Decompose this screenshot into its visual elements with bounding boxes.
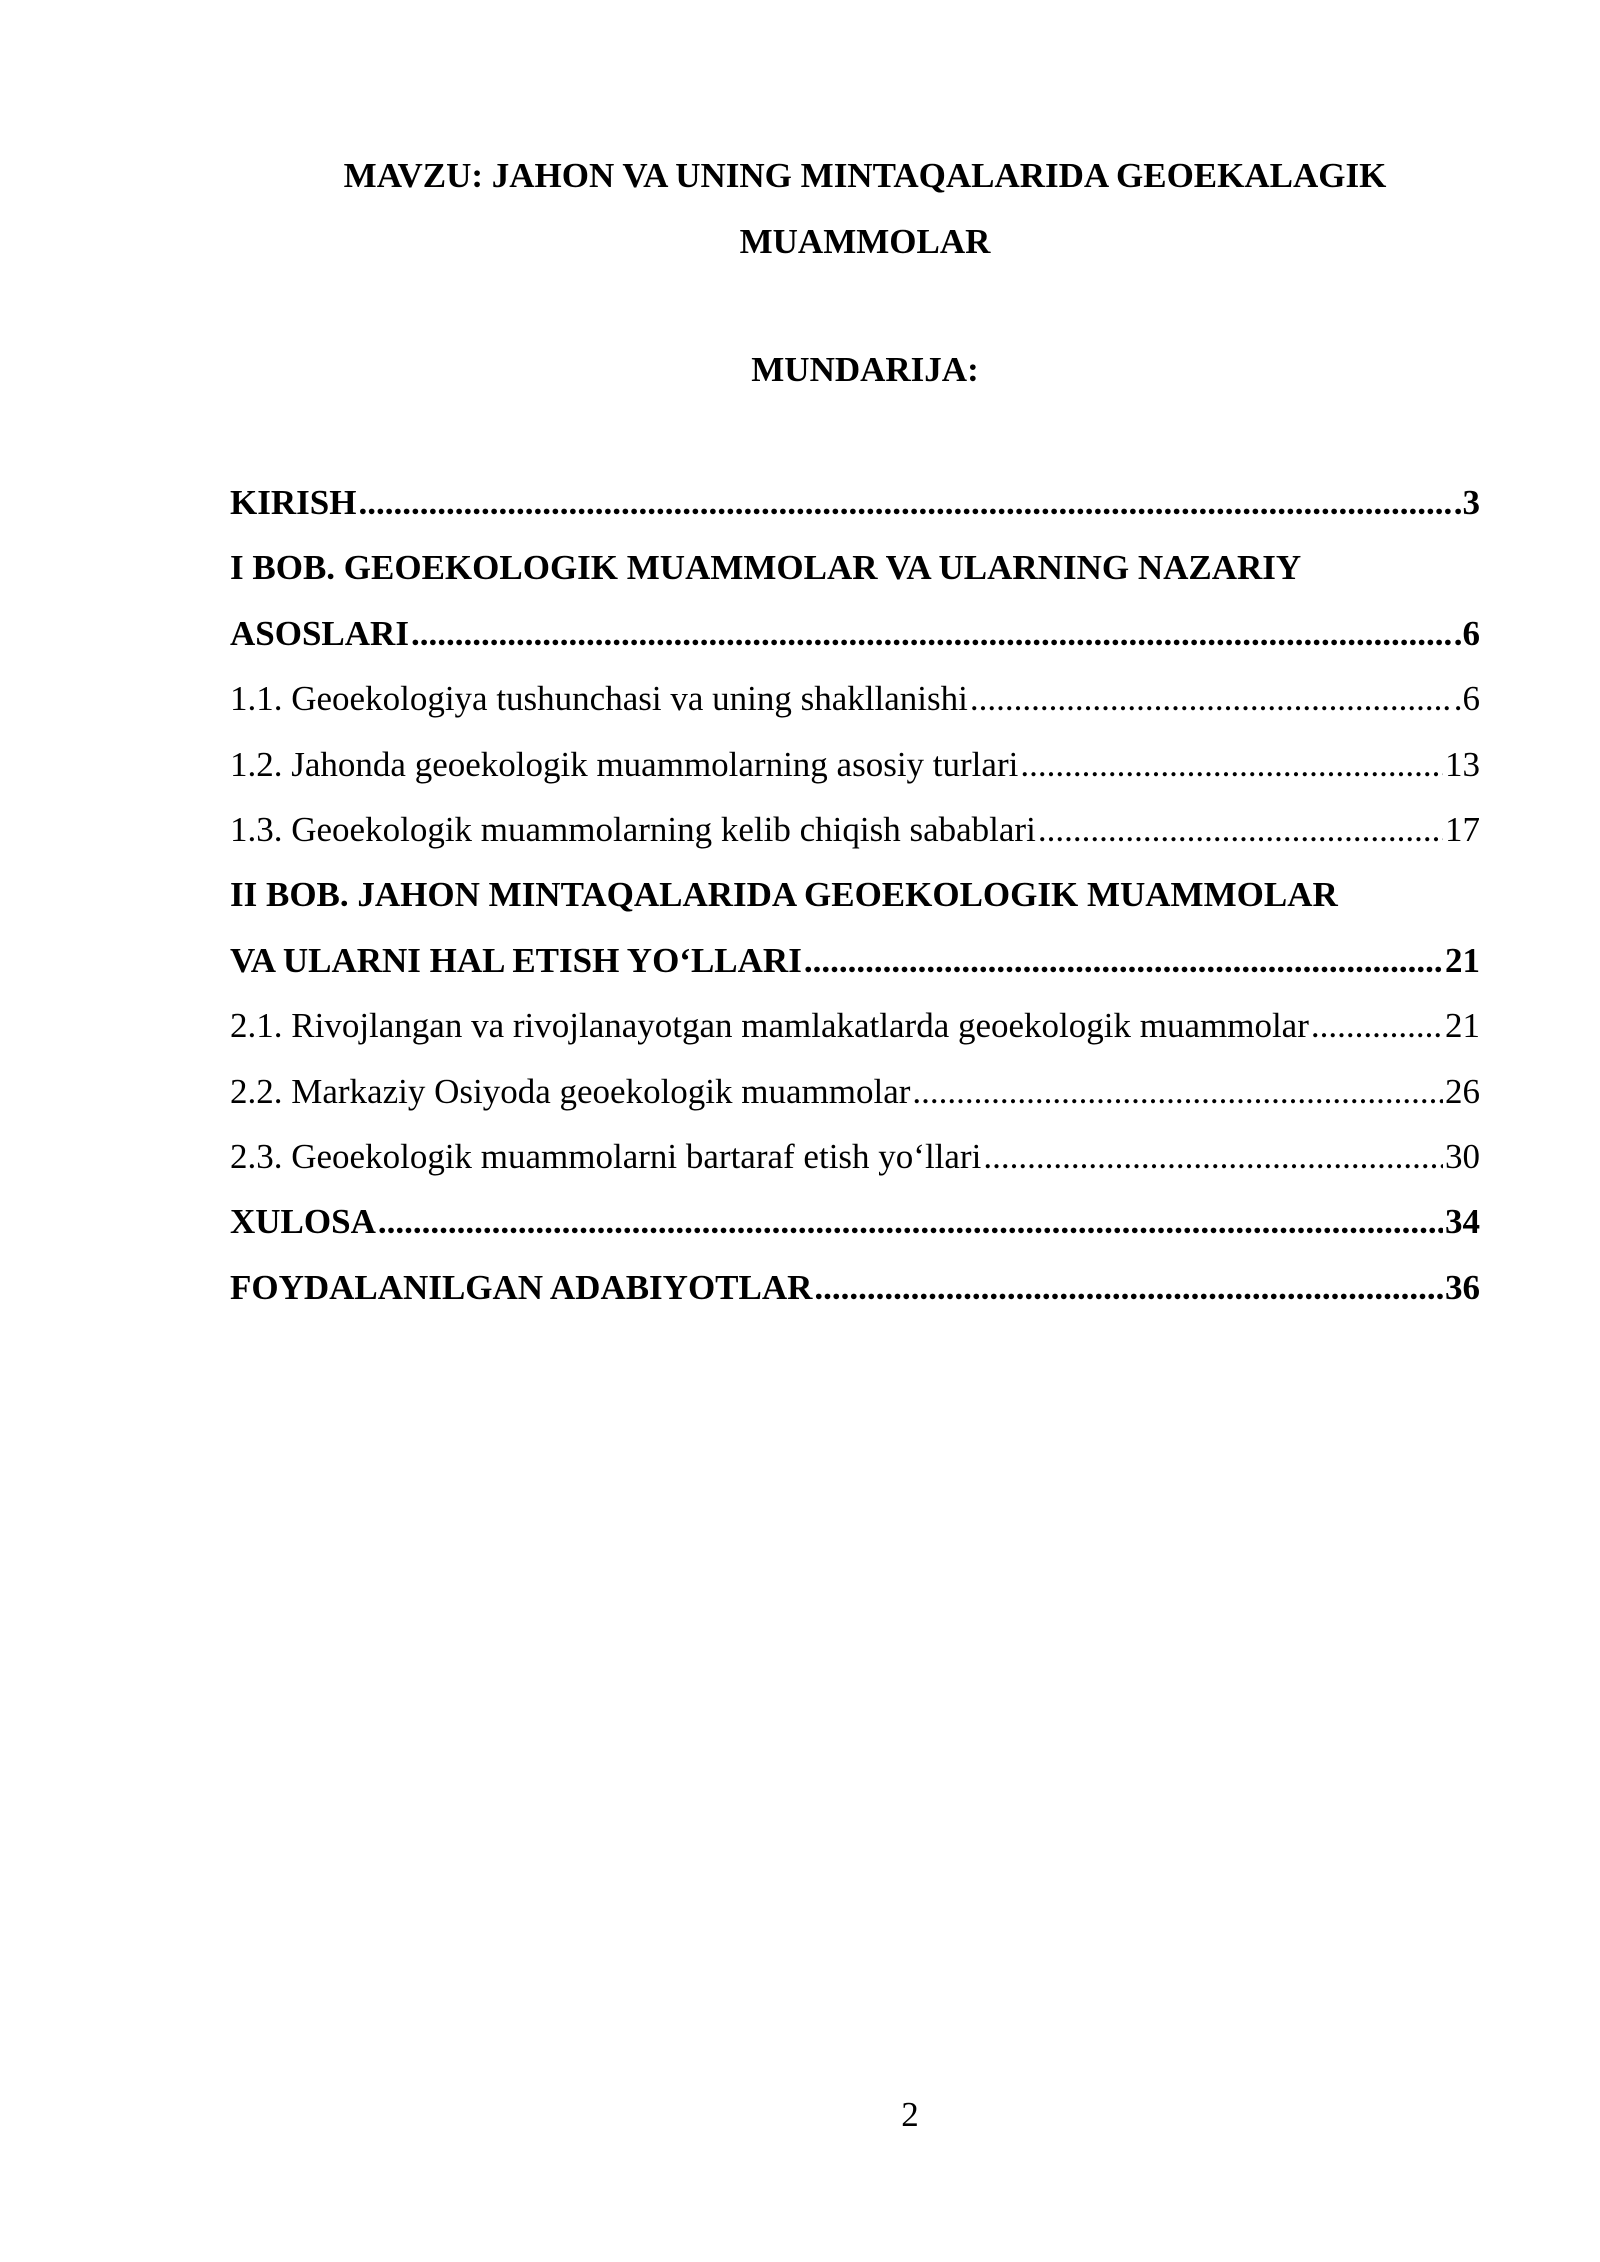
toc-entry-label: 2.1. Rivojlangan va rivojlanayotgan mamlakatlarda geoekologik muammolar (230, 1006, 1309, 1046)
toc-entry-label: II BOB. JAHON MINTAQALARIDA GEOEKOLOGIK MUAMMOLAR (230, 875, 1338, 915)
toc-entry-label: 2.2. Markaziy Osiyoda geoekologik muammolar (230, 1071, 911, 1111)
toc-entry-page: 21 (1445, 940, 1480, 980)
toc-entry-page: .6 (1453, 613, 1480, 653)
toc-entry[interactable] (230, 601, 1480, 666)
toc-entry-page: 13 (1445, 744, 1480, 784)
toc-leader-dots (1311, 993, 1443, 1058)
toc-entry[interactable] (230, 862, 1480, 927)
toc-entry-page: .3 (1453, 483, 1480, 522)
toc-leader-dots (358, 470, 1451, 535)
toc-entry-page: 21 (1445, 1006, 1480, 1046)
toc-leader-dots (411, 601, 1452, 666)
toc-entry-label: I BOB. GEOEKOLOGIK MUAMMOLAR VA ULARNING NAZARIY (230, 548, 1302, 588)
toc-entry[interactable] (230, 993, 1480, 1058)
toc-entry-label: 1.3. Geoekologik muammolarning kelib chiqish sabablari (230, 809, 1036, 849)
toc-leader-dots (378, 1189, 1443, 1254)
toc-leader-dots (912, 1059, 1443, 1124)
toc-entry-page: 26 (1445, 1071, 1480, 1111)
toc-entry-label: 1.1. Geoekologiya tushunchasi va uning shakllanishi (230, 679, 968, 719)
toc-entry-label: XULOSA (230, 1202, 376, 1242)
toc-leader-dots (814, 1255, 1443, 1320)
toc-entry-label: 2.3. Geoekologik muammolarni bartaraf etish yo‘llari (230, 1136, 982, 1176)
title-line-1: MAVZU: JAHON VA UNING MINTAQALARIDA GEOEKALAGIK (343, 156, 1387, 195)
document-title (230, 143, 1500, 275)
toc-entry-label: 1.2. Jahonda geoekologik muammolarning asosiy turlari (230, 744, 1019, 784)
toc-leader-dots (1038, 797, 1443, 862)
toc-entry[interactable] (230, 1124, 1480, 1189)
toc-entry[interactable] (230, 535, 1480, 600)
toc-entry[interactable] (230, 732, 1480, 797)
toc-entry[interactable] (230, 1255, 1480, 1320)
toc-entry[interactable] (230, 666, 1480, 731)
toc-entry[interactable] (230, 470, 1480, 535)
toc-entry-page: 30 (1445, 1136, 1480, 1176)
toc-leader-dots (1020, 732, 1443, 797)
toc-leader-dots (804, 928, 1443, 993)
toc-entry[interactable] (230, 797, 1480, 862)
toc-entry-label: ASOSLARI (230, 613, 409, 653)
title-line-2: MUAMMOLAR (739, 222, 991, 261)
toc-leader-dots (983, 1124, 1443, 1189)
page-number: 2 (901, 2095, 919, 2134)
toc-entry-label: FOYDALANILGAN ADABIYOTLAR (230, 1267, 813, 1307)
table-of-contents (230, 470, 1480, 1320)
toc-entry[interactable] (230, 1059, 1480, 1124)
toc-entry-page: 17 (1445, 809, 1480, 849)
toc-leader-dots (970, 666, 1452, 731)
toc-entry-label: KIRISH (230, 483, 357, 522)
toc-entry-page: .6 (1453, 679, 1480, 719)
toc-entry[interactable] (230, 928, 1480, 993)
toc-entry-page: 34 (1445, 1202, 1480, 1242)
toc-entry-page: 36 (1445, 1267, 1480, 1307)
toc-entry[interactable] (230, 1189, 1480, 1254)
contents-heading: MUNDARIJA: (751, 350, 979, 389)
toc-entry-label: VA ULARNI HAL ETISH YO‘LLARI (230, 940, 802, 980)
